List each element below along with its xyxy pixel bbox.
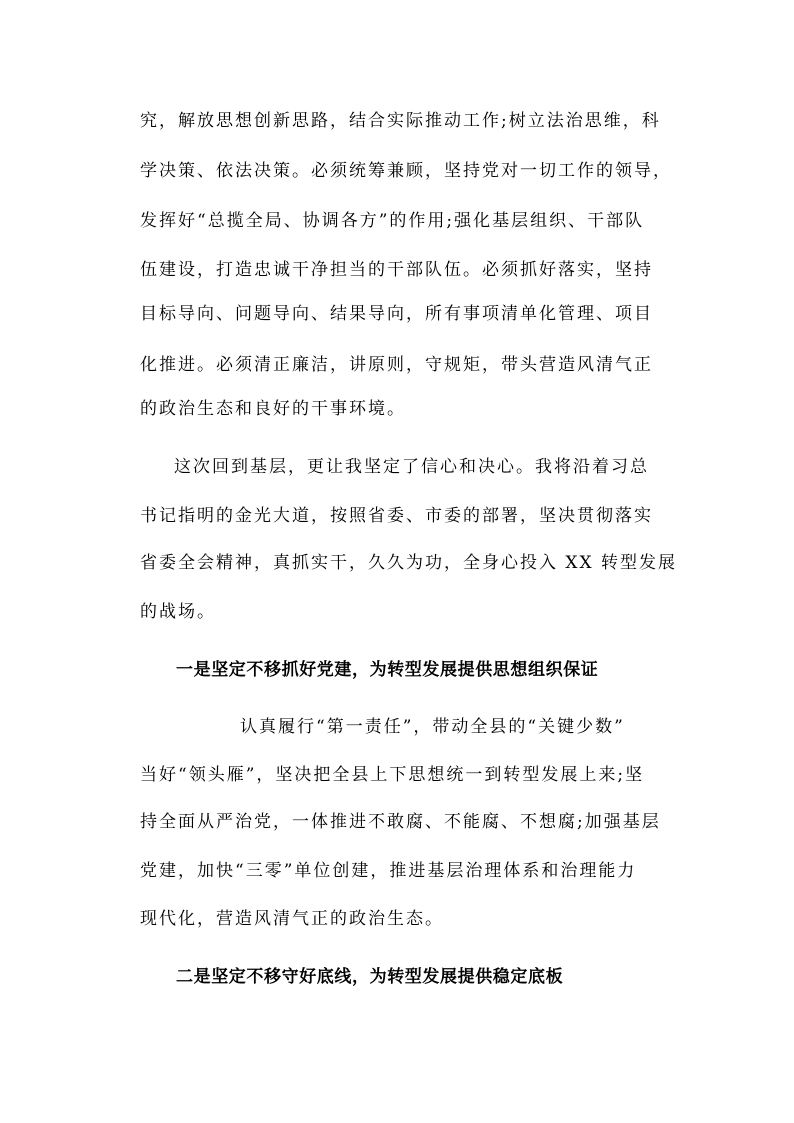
text-line: 目标导向、问题导向、结果导向，所有事项清单化管理、项目 — [140, 304, 653, 324]
section-heading-bottom-line: 二是坚定不移守好底线，为转型发展提供稳定底板 — [176, 967, 564, 987]
text-line: 化推进。必须清正廉洁，讲原则，守规矩，带头营造风清气正 — [140, 355, 653, 375]
text-line: 省委全会精神，真抓实干，久久为功，全身心投入 XX 转型发展 — [140, 553, 678, 573]
text-line: 持全面从严治党，一体推进不敢腐、不能腐、不想腐;加强基层 — [140, 812, 661, 832]
section-heading-party-building: 一是坚定不移抓好党建，为转型发展提供思想组织保证 — [176, 660, 599, 680]
text-line: 的战场。 — [140, 602, 216, 622]
text-line: 当好“领头雁”，坚决把全县上下思想统一到转型发展上来;坚 — [140, 765, 645, 785]
paragraph-first-line: 这次回到基层，更让我坚定了信心和决心。我将沿着习总 — [174, 457, 649, 477]
text-line: 究，解放思想创新思路，结合实际推动工作;树立法治思维，科 — [140, 111, 661, 131]
text-line: 党建，加快“三零”单位创建，推进基层治理体系和治理能力 — [140, 861, 637, 881]
text-line: 现代化，营造风清气正的政治生态。 — [140, 909, 444, 929]
paragraph-first-line: 认真履行“第一责任”，带动全县的“关键少数” — [240, 717, 625, 737]
text-line: 发挥好“总揽全局、协调各方”的作用;强化基层组织、干部队 — [140, 211, 645, 231]
text-line: 学决策、依法决策。必须统筹兼顾，坚持党对一切工作的领导， — [140, 161, 672, 181]
text-line: 伍建设，打造忠诚干净担当的干部队伍。必须抓好落实，坚持 — [140, 260, 653, 280]
text-line: 书记指明的金光大道，按照省委、市委的部署，坚决贯彻落实 — [140, 506, 653, 526]
text-line: 的政治生态和良好的干事环境。 — [140, 399, 406, 419]
